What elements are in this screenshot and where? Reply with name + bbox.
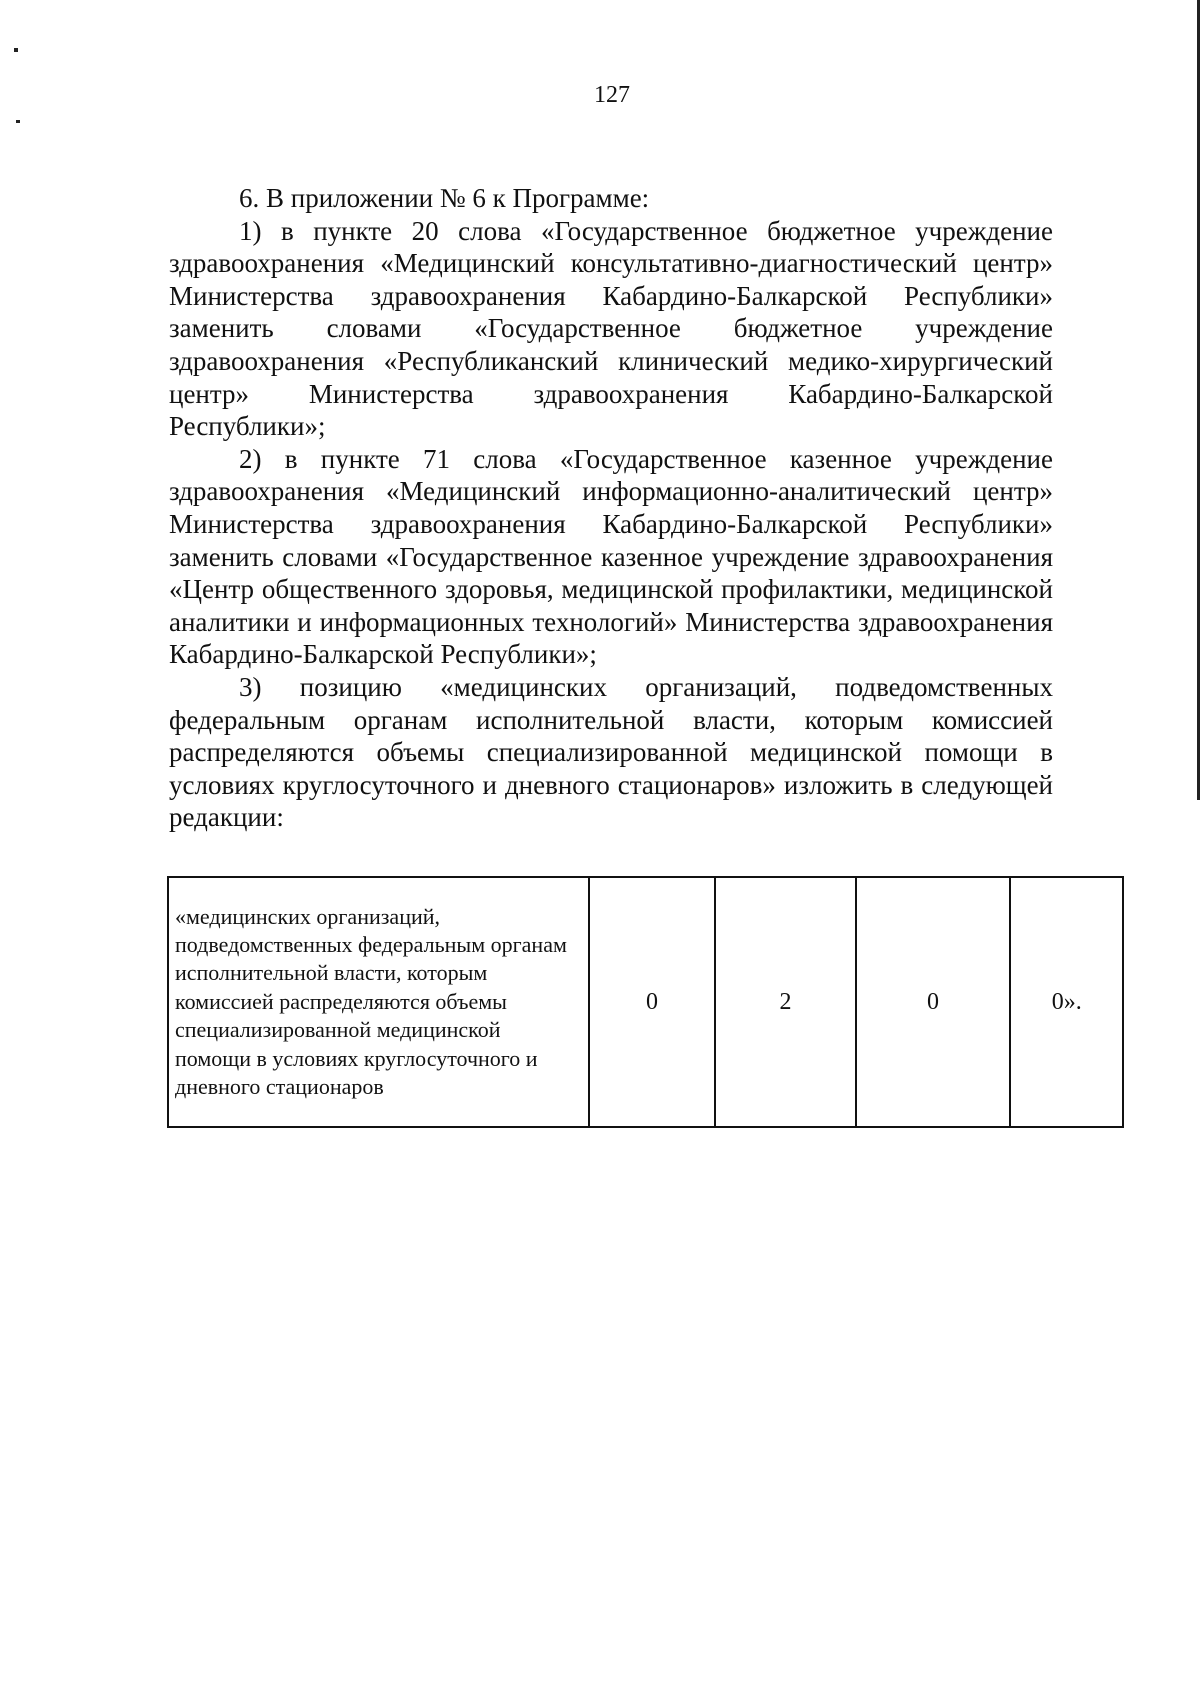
table-cell-value-3: 0: [856, 877, 1011, 1127]
document-body: [169, 182, 1053, 834]
scan-mark-second: [16, 120, 20, 123]
table-cell-value-2: 2: [715, 877, 855, 1127]
paragraph-item-3: 3) позицию «медицинских организаций, подведомственных федеральным органам исполнительной власти, которым комиссией распределяются объемы специализированной медицинской помощи в условиях круглосуточного и дневного стационаров» изложить в следующей редакции:: [169, 671, 1053, 833]
paragraph-item-2: 2) в пункте 71 слова «Государственное казенное учреждение здравоохранения «Медицинский информационно-аналитический центр» Министерства здравоохранения Кабардино-Балкарской Республики» заменить словами «Государственное казенное учреждение здравоохранения «Центр общественного здоровья, медицинской профилактики, медицинской аналитики и информационных технологий» Министерства здравоохранения Кабардино-Балкарской Республики»;: [169, 443, 1053, 670]
table-cell-value-1: 0: [589, 877, 716, 1127]
amendment-table: [167, 876, 1124, 1128]
table-row: [168, 877, 1123, 1127]
table-cell-value-4: 0».: [1010, 877, 1123, 1127]
scan-mark-top: [14, 48, 18, 52]
table-cell-description: «медицинских организаций, подведомственных федеральным органам исполнительной власти, которым комиссией распределяются объемы специализированной медицинской помощи в условиях круглосуточного и дневного стационаров: [168, 877, 589, 1127]
paragraph-heading: 6. В приложении № 6 к Программе:: [239, 183, 650, 213]
page-number: 127: [594, 82, 630, 108]
paragraph-item-1: 1) в пункте 20 слова «Государственное бюджетное учреждение здравоохранения «Медицинский консультативно-диагностический центр» Министерства здравоохранения Кабардино-Балкарской Республики» заменить словами «Государственное бюджетное учреждение здравоохранения «Республиканский клинический медико-хирургический центр» Министерства здравоохранения Кабардино-Балкарской Республики»;: [169, 215, 1053, 442]
